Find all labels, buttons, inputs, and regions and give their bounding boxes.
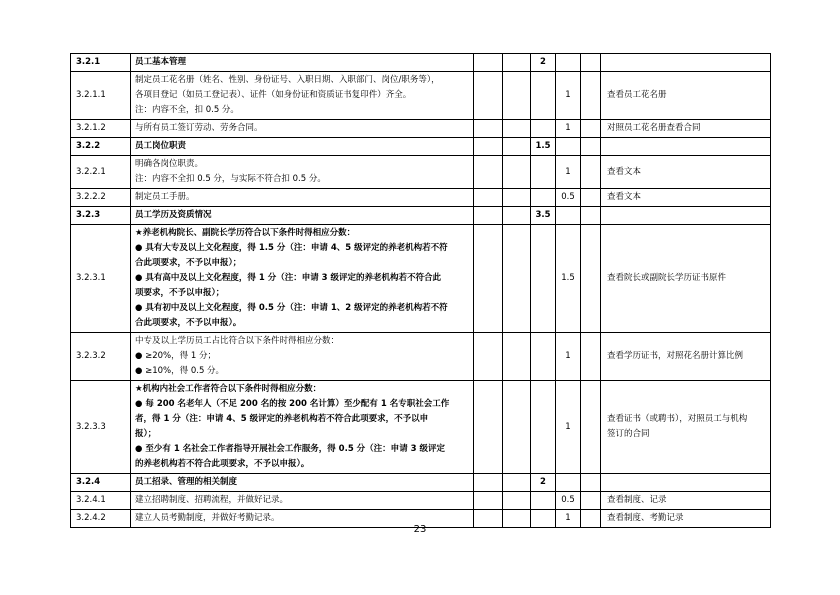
blank-cell bbox=[474, 138, 503, 156]
content-line: 制定员工手册。 bbox=[135, 192, 195, 202]
content-line: ● ≥10%，得 0.5 分。 bbox=[135, 366, 225, 376]
item-code: 3.2.2 bbox=[71, 138, 131, 156]
blank-cell bbox=[474, 492, 503, 510]
content-line: 的养老机构若不符合此项要求，不予以申报）。 bbox=[135, 459, 310, 469]
item-content bbox=[131, 492, 474, 510]
item-code: 3.2.3 bbox=[71, 207, 131, 225]
blank-cell bbox=[581, 189, 601, 207]
section-points bbox=[531, 381, 556, 474]
blank-cell bbox=[581, 474, 601, 492]
item-code: 3.2.4.1 bbox=[71, 492, 131, 510]
section-points bbox=[531, 333, 556, 381]
blank-cell bbox=[581, 54, 601, 72]
item-content bbox=[131, 72, 474, 120]
blank-cell bbox=[581, 120, 601, 138]
content-line: ● ≥20%，得 1 分； bbox=[135, 351, 216, 361]
content-line: 注：内容不全，扣 0.5 分。 bbox=[135, 105, 239, 115]
blank-cell bbox=[581, 138, 601, 156]
item-row bbox=[71, 225, 771, 333]
item-row bbox=[71, 189, 771, 207]
item-code: 3.2.1.2 bbox=[71, 120, 131, 138]
item-score bbox=[556, 207, 581, 225]
blank-cell bbox=[503, 189, 531, 207]
item-code: 3.2.1 bbox=[71, 54, 131, 72]
check-method bbox=[601, 138, 771, 156]
content-line: 与所有员工签订劳动、劳务合同。 bbox=[135, 123, 263, 133]
item-score: 0.5 bbox=[556, 492, 581, 510]
item-code: 3.2.3.3 bbox=[71, 381, 131, 474]
item-code: 3.2.2.2 bbox=[71, 189, 131, 207]
content-line: 建立人员考勤制度，并做好考勤记录。 bbox=[135, 513, 280, 523]
method-line: 对照员工花名册查看合同 bbox=[607, 123, 701, 133]
scoring-table bbox=[70, 53, 771, 528]
check-method bbox=[601, 474, 771, 492]
section-points: 2 bbox=[531, 54, 556, 72]
item-row bbox=[71, 333, 771, 381]
blank-cell bbox=[503, 474, 531, 492]
item-score bbox=[556, 138, 581, 156]
item-content bbox=[131, 474, 474, 492]
method-line: 查看文本 bbox=[607, 192, 642, 202]
method-line: 查看院长或副院长学历证书原件 bbox=[607, 273, 727, 283]
content-line: 注：内容不全扣 0.5 分，与实际不符合扣 0.5 分。 bbox=[135, 174, 326, 184]
section-points bbox=[531, 72, 556, 120]
blank-cell bbox=[474, 120, 503, 138]
blank-cell bbox=[503, 207, 531, 225]
item-content bbox=[131, 225, 474, 333]
content-line: 制定员工花名册（姓名、性别、身份证号、入职日期、入职部门、岗位/职务等）， bbox=[135, 75, 440, 85]
blank-cell bbox=[503, 120, 531, 138]
item-content bbox=[131, 207, 474, 225]
item-row bbox=[71, 120, 771, 138]
check-method bbox=[601, 72, 771, 120]
method-line: 查看证书（或聘书），对照员工与机构 bbox=[607, 414, 748, 424]
item-score: 1 bbox=[556, 381, 581, 474]
blank-cell bbox=[503, 54, 531, 72]
section-points bbox=[531, 156, 556, 189]
section-points: 1.5 bbox=[531, 138, 556, 156]
item-row bbox=[71, 72, 771, 120]
table-body bbox=[71, 54, 771, 528]
blank-cell bbox=[474, 474, 503, 492]
blank-cell bbox=[581, 72, 601, 120]
section-row bbox=[71, 207, 771, 225]
blank-cell bbox=[581, 207, 601, 225]
item-content bbox=[131, 189, 474, 207]
blank-cell bbox=[474, 156, 503, 189]
check-method bbox=[601, 120, 771, 138]
content-line: ★养老机构院长、副院长学历符合以下条件时得相应分数： bbox=[135, 228, 356, 238]
method-line: 查看学历证书，对照花名册计算比例 bbox=[607, 351, 744, 361]
item-content bbox=[131, 381, 474, 474]
blank-cell bbox=[474, 225, 503, 333]
content-line: ● 每 200 名老年人（不足 200 名的按 200 名计算）至少配有 1 名专职社会工作 bbox=[135, 399, 450, 409]
content-line: 员工基本管理 bbox=[135, 57, 187, 67]
content-line: 员工学历及资质情况 bbox=[135, 210, 212, 220]
content-line: 各项目登记（如员工登记表）、证件（如身份证和资质证书复印件）齐全。 bbox=[135, 90, 412, 100]
item-code: 3.2.3.1 bbox=[71, 225, 131, 333]
section-row bbox=[71, 138, 771, 156]
item-score: 1 bbox=[556, 510, 581, 528]
section-points bbox=[531, 225, 556, 333]
blank-cell bbox=[474, 54, 503, 72]
section-points bbox=[531, 120, 556, 138]
blank-cell bbox=[503, 72, 531, 120]
content-line: 者，得 1 分（注：申请 4、5 级评定的养老机构若不符合此项要求，不予以申 bbox=[135, 414, 429, 424]
section-points bbox=[531, 492, 556, 510]
page-number: 23 bbox=[413, 524, 427, 535]
item-code: 3.2.2.1 bbox=[71, 156, 131, 189]
section-row bbox=[71, 54, 771, 72]
item-code: 3.2.3.2 bbox=[71, 333, 131, 381]
content-line: 报）； bbox=[135, 429, 157, 439]
item-row bbox=[71, 492, 771, 510]
content-line: 中专及以上学历员工占比符合以下条件时得相应分数： bbox=[135, 336, 340, 346]
item-content bbox=[131, 54, 474, 72]
method-line: 签订的合同 bbox=[607, 429, 650, 439]
method-line: 查看员工花名册 bbox=[607, 90, 667, 100]
blank-cell bbox=[503, 333, 531, 381]
content-line: 建立招聘制度、招聘流程，并做好记录。 bbox=[135, 495, 289, 505]
section-points: 2 bbox=[531, 474, 556, 492]
content-line: 员工招录、管理的相关制度 bbox=[135, 477, 238, 487]
content-line: 项要求，不予以申报）； bbox=[135, 288, 225, 298]
item-score: 1 bbox=[556, 333, 581, 381]
content-line: ● 至少有 1 名社会工作者指导开展社会工作服务，得 0.5 分（注：申请 3 级评定 bbox=[135, 444, 446, 454]
content-line: 合此项要求，不予以申报）； bbox=[135, 258, 242, 268]
blank-cell bbox=[581, 381, 601, 474]
section-row bbox=[71, 474, 771, 492]
content-line: ● 具有高中及以上文化程度，得 1 分（注：申请 3 级评定的养老机构若不符合此 bbox=[135, 273, 442, 283]
item-score: 1 bbox=[556, 120, 581, 138]
check-method bbox=[601, 189, 771, 207]
blank-cell bbox=[503, 156, 531, 189]
blank-cell bbox=[474, 381, 503, 474]
blank-cell bbox=[474, 333, 503, 381]
item-score: 0.5 bbox=[556, 189, 581, 207]
blank-cell bbox=[503, 381, 531, 474]
blank-cell bbox=[503, 225, 531, 333]
blank-cell bbox=[581, 156, 601, 189]
scoring-table-page bbox=[70, 53, 770, 528]
item-score: 1 bbox=[556, 156, 581, 189]
method-line: 查看制度、考勤记录 bbox=[607, 513, 684, 523]
blank-cell bbox=[503, 492, 531, 510]
blank-cell bbox=[581, 492, 601, 510]
item-content bbox=[131, 156, 474, 189]
content-line: 明确各岗位职责。 bbox=[135, 159, 204, 169]
item-score bbox=[556, 54, 581, 72]
content-line: 员工岗位职责 bbox=[135, 141, 187, 151]
item-score bbox=[556, 474, 581, 492]
content-line: 合此项要求，不予以申报）。 bbox=[135, 318, 242, 328]
item-score: 1 bbox=[556, 72, 581, 120]
blank-cell bbox=[581, 333, 601, 381]
blank-cell bbox=[474, 189, 503, 207]
method-line: 查看文本 bbox=[607, 166, 642, 177]
item-content bbox=[131, 333, 474, 381]
section-points: 3.5 bbox=[531, 207, 556, 225]
method-line: 查看制度、记录 bbox=[607, 495, 667, 505]
item-score: 1.5 bbox=[556, 225, 581, 333]
check-method bbox=[601, 225, 771, 333]
blank-cell bbox=[474, 207, 503, 225]
check-method bbox=[601, 492, 771, 510]
content-line: ● 具有初中及以上文化程度，得 0.5 分（注：申请 1、2 级评定的养老机构若不符 bbox=[135, 303, 448, 313]
check-method bbox=[601, 54, 771, 72]
item-code: 3.2.4 bbox=[71, 474, 131, 492]
item-code: 3.2.1.1 bbox=[71, 72, 131, 120]
content-line: ● 具有大专及以上文化程度，得 1.5 分（注：申请 4、5 级评定的养老机构若不符 bbox=[135, 243, 448, 253]
blank-cell bbox=[503, 138, 531, 156]
item-code: 3.2.4.2 bbox=[71, 510, 131, 528]
section-points bbox=[531, 189, 556, 207]
item-row bbox=[71, 156, 771, 189]
check-method bbox=[601, 207, 771, 225]
content-line: ★机构内社会工作者符合以下条件时得相应分数： bbox=[135, 384, 322, 394]
item-row bbox=[71, 381, 771, 474]
item-content bbox=[131, 138, 474, 156]
check-method bbox=[601, 381, 771, 474]
blank-cell bbox=[474, 72, 503, 120]
check-method bbox=[601, 156, 771, 189]
item-content bbox=[131, 120, 474, 138]
blank-cell bbox=[581, 225, 601, 333]
check-method bbox=[601, 333, 771, 381]
